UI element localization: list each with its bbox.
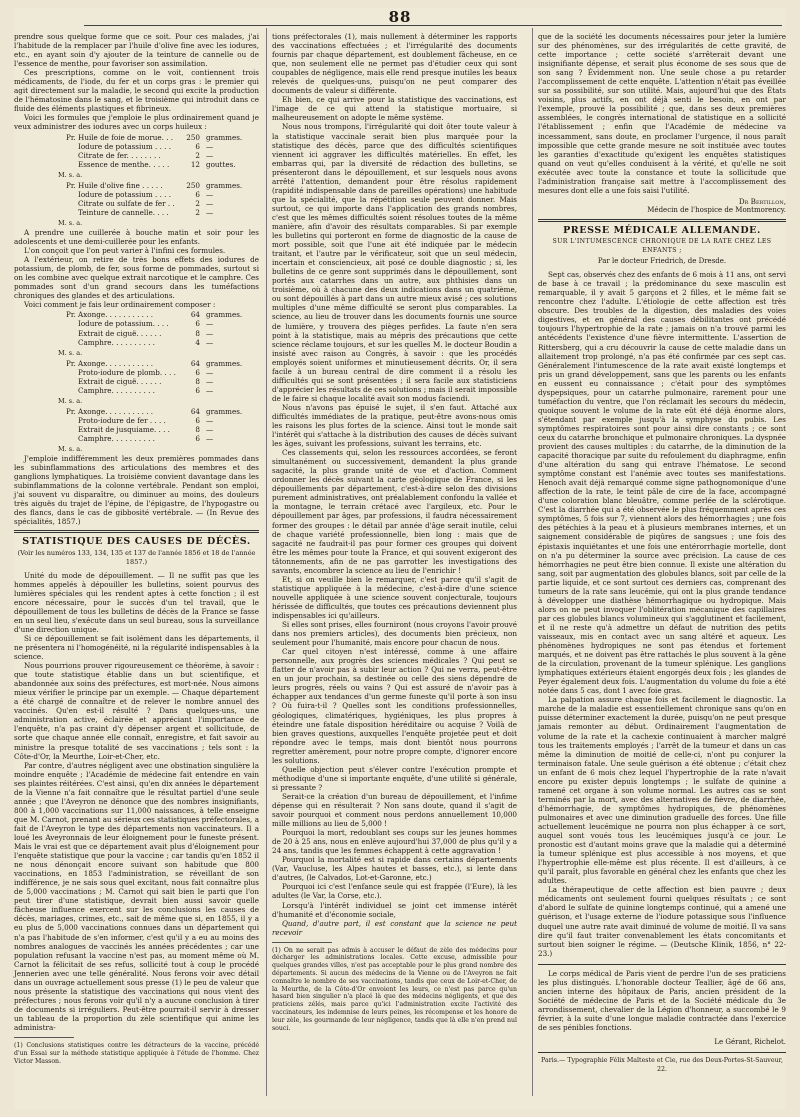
formula-quantity: 6 bbox=[195, 415, 200, 425]
formula-ingredient: Essence de menthe. . . . . bbox=[78, 159, 170, 169]
section-title: STATISTIQUE DES CAUSES DE DÉCÈS. bbox=[22, 536, 251, 548]
formula-row bbox=[14, 425, 259, 434]
formula-ingredient: Proto-iodure de fer . . . . bbox=[78, 415, 166, 425]
formula-row bbox=[14, 434, 259, 443]
paragraph: Lorsqu'à l'intérêt individuel se joint cet immense intérêt d'humanité et d'économie sociale, bbox=[272, 900, 517, 919]
formula-row bbox=[14, 151, 259, 160]
formula-unit: — bbox=[206, 367, 214, 377]
paragraph: A prendre une cuillerée à bouche matin et soir pour les adolescents et une demi-cuillerée pour les enfants. bbox=[14, 227, 259, 247]
paragraph: Serait-ce la création d'un bureau de dépouillement, et l'infime dépense qui en résulterait ? Non sans doute, quand il s'agit de savoir pourquoi et comment nous perdons annuellement 10,000 mille millions au lieu de 5,000 ! bbox=[272, 791, 517, 829]
formula-row bbox=[14, 329, 259, 338]
paragraph: L'on conçoit que l'on peut varier à l'infini ces formules. bbox=[24, 246, 226, 256]
footnote: (1) Conclusions statistiques contre les détracteurs de la vaccine, précédé d'un Essai sur la méthode statistique appliquée à l'étude de l'homme. Chez Victor Masson. bbox=[14, 1042, 259, 1065]
formula-ingredient: Iodure de potassium. . . . bbox=[78, 319, 169, 329]
gerant-signature: Le Gérant, Richelot. bbox=[714, 1038, 786, 1047]
formula-unit: — bbox=[206, 207, 214, 217]
formula-unit: — bbox=[206, 150, 214, 160]
formula-row bbox=[14, 160, 259, 169]
paragraph: Car quel citoyen n'est intéressé, comme à une affaire personnelle, aux progrès des sciences médicales ? Qui peut se flatter de n'avoir pas à subir leur action ? Qui ne verra, peut-être en un jour prochain, sa destinée ou celle des siens dépendre de leurs progrès, réels ou vains ? Qui est assuré de n'avoir pas à échapper aux tendances d'un germe funeste qu'il porte à son insu ? Où fuira-t-il ? Quelles sont les conditions professionnelles, géologiques, climatériques, hygiéniques, les plus propres à éteindre une fatale disposition héréditaire ou acquise ? Voilà de bien graves questions, auxquelles l'enquête projetée peut et doit répondre avec le temps, mais dont bientôt nous pourrons regretter amèrement, pour notre propre compte, d'ignorer encore les solutions. bbox=[272, 647, 517, 765]
formula-row bbox=[14, 142, 259, 151]
paragraph: Nous pourrions prouver rigoureusement ce théorème, à savoir : que toute statistique établie dans un but scientifique, et abandonnée aux soins des préfectures, est mort-née. Nous aimons mieux vérifier le principe par un exemple. — Chaque département a été chargé de connaître et de relever le nombre annuel des vaccinés. Qu'en est-il résulté ? Dans quelques-uns, une administration active, éclairée et appréciant l'importance de l'enquête, n'a pas craint d'y dépenser argent et sollicitude, de sorte que chaque année elle connaît, enregistre, et fait savoir au ministre la presque totalité de ses vaccinations ; tels sont : la Côte-d'Or, la Meurthe, Loir-et-Cher, etc. bbox=[14, 661, 259, 761]
formula-ingredient: Pr. Axonge. . . . . . . . . . . bbox=[66, 310, 154, 320]
formula-unit: — bbox=[206, 319, 214, 329]
formula-unit: grammes. bbox=[206, 310, 243, 320]
formula-ms: M. s. a. bbox=[58, 170, 83, 179]
paragraph: Quand, d'autre part, il est constant que la science ne peut recevoir bbox=[272, 918, 517, 937]
formula-quantity: 250 bbox=[186, 180, 200, 190]
formula-3 bbox=[14, 310, 259, 346]
byline: Par le docteur Friedrich, de Dresde. bbox=[597, 257, 727, 266]
formula-row bbox=[14, 319, 259, 328]
paragraph: Si elles sont prises, elles fourniront (nous croyons l'avoir prouvé dans nos premiers articles), des documents bien précieux, non seulement pour l'humanité, mais encore pour chacun de nous. bbox=[272, 620, 517, 648]
formula-5 bbox=[14, 407, 259, 443]
paragraph: Nous n'avons pas épuisé le sujet, il s'en faut. Attaché aux difficultés immédiates de la pratique, peut-être avons-nous omis les raisons les plus fortes de la science. Ainsi tout le monde sait l'intérêt qui s'attache à la distribution des causes de décès suivant les âges, suivant les professions, suivant les terrains, etc. bbox=[272, 402, 517, 449]
formula-row bbox=[14, 368, 259, 377]
formula-ingredient: Pr. Huile de foie de morue. . . bbox=[66, 132, 174, 142]
column-right bbox=[538, 32, 786, 1074]
paragraph: prendre sous quelque forme que ce soit. Pour ces malades, j'ai l'habitude de la remplacer par l'huile d'olive fine avec les iodures, etc., en ayant soin d'y ajouter de la teinture de cannelle ou de l'essence de menthe, pour favoriser son assimilation. bbox=[14, 32, 259, 69]
formula-row bbox=[14, 181, 259, 190]
formula-ingredient: Teinture de cannelle. . . . bbox=[78, 207, 169, 217]
formula-unit: — bbox=[206, 415, 214, 425]
formula-row bbox=[14, 359, 259, 368]
header-rule bbox=[84, 25, 782, 26]
formula-ingredient: Camphre. . . . . . . . . . bbox=[78, 434, 155, 444]
section-rule bbox=[538, 221, 786, 222]
formula-quantity: 8 bbox=[195, 424, 200, 434]
formula-unit: grammes. bbox=[206, 132, 243, 142]
formula-unit: grammes. bbox=[206, 406, 243, 416]
column-left bbox=[14, 32, 259, 1065]
paragraph: A l'extérieur, on retire de très bons effets des iodures de potassium, de plomb, de fer, sous forme de pommades, surtout si on les combine avec quelque extrait narcotique et le camphre. Ces pommades sont d'un grand secours dans les tuméfactions chroniques des glandes et des articulations. bbox=[14, 255, 259, 301]
formula-unit: — bbox=[206, 189, 214, 199]
paragraph: Pourquoi la mortalité est si rapide dans certains départements (Var, Vaucluse, les Alpes hautes et basses, etc.), si lente dans d'autres, (le Calvados, Lot-et-Garonne, etc.) bbox=[272, 855, 517, 883]
author-signature: Dr Bertillon, bbox=[738, 196, 786, 206]
formula-quantity: 4 bbox=[195, 337, 200, 347]
section-rule bbox=[14, 532, 259, 533]
paragraph: Nous nous trompons, l'irrégularité qui doit ôter toute valeur à la statistique vaccinale serait bien plus marquée pour la statistique des décès, parce que des difficultés scientifiques viennent ici aggraver les difficultés matérielles. En effet, les embarras qui, par la diversité de rédaction des bulletins, se présenteront dans le dépouillement, et sur lesquels nous avons arrêté l'attention, demandent pour être résolus rapidement (rapidité indispensable dans de pareilles opérations) une habitude que la spécialité, que la répétition seule peuvent donner. Mais surtout, ce qui importe dans l'application des grands nombres, c'est que les mêmes difficultés soient résolues toutes de la même manière, afin d'avoir des résultats comparables. Si par exemple les bulletins qui porteront en forme de diagnostic de la cause de mort possible, soit que l'une ait été indiquée par le médecin traitant, et l'autre par le vérificateur, soit que un seul médecin, incertain et consciencieux, ait posé ce double diagnostic ; si, les bulletins de ce genre sont supprimés dans le dépouillement, sont portés aux catarrhes dans un autre, aux phthisies dans un troisième, où à chacune des deux indications dans un quatrième, ou sont dépouillés à part dans un autre mieux avisé ; ces solutions multiples d'une même difficulté se seront plus comparables. La science, au lieu de trouver dans les documents fournis une source de lumière, y trouvera des pièges perfides. La faute n'en sera point à la statistique, mais au mépris des précautions que cette science réclame toujours, et sur les quelles M. le docteur Boudin a insisté avec raison au Congrès, à savoir : que les procédés employés soient uniformes et minutieusement décrits. Or, il sera facile à un bureau central de dire comment il a résolu les difficultés qui se sont présentées ; il sera facile aux statisticiens d'apprécier les résultats de ces solutions ; mais il serait impossible de le faire si chaque localité avait son modus faciendi. bbox=[272, 122, 517, 403]
section-rule bbox=[538, 964, 786, 965]
formula-unit: — bbox=[206, 328, 214, 338]
formula-ingredient: Iodure de potassium . . . . bbox=[78, 141, 172, 151]
formula-ingredient: Extrait de ciguë. . . . . . bbox=[78, 328, 162, 338]
formula-quantity: 250 bbox=[186, 132, 200, 142]
section-rule bbox=[14, 530, 259, 531]
paragraph: La thérapeutique de cette affection est bien pauvre ; deux médicaments ont seulement fourni quelques résultats ; ce sont d'abord le sulfate de quinine longtemps continué, qui a amené une guérison, et l'usage externe de l'iodure potassique sous l'influence duquel une autre rate avait diminué de volume de moitié. Il va sans dire qu'il faut traiter convenablement les états concomitants et surtout bien soigner le régime. — (Deutsche Klinik, 1856, n° 22-23.) bbox=[538, 885, 786, 958]
formula-quantity: 2 bbox=[195, 207, 200, 217]
paragraph: Ces prescriptions, comme on le voit, contiennent trois médicaments, de l'iode, du fer et un corps gras : le premier qui agit directement sur la maladie, le second qui excite la production de l'hématosine dans le sang, et le troisième qui introduit dans ce fluide des éléments plastiques et fibrineux. bbox=[14, 68, 259, 114]
paragraph: tions préfectorales (1), mais nullement à déterminer les rapports des vaccinations effectuées ; et l'irrégularité des documents fournis par chaque département, est doublement fâcheuse, en ce que, non seulement elle ne permet pas d'étudier ceux qui sont coupables de négligence, mais elle rend presque inutiles les beaux relevés de quelques-uns, puisqu'on ne peut comparer des documents de valeur si différente. bbox=[272, 32, 517, 96]
paragraph: Voici les formules que j'emploie le plus ordinairement quand je veux administrer des iodures avec un corps huileux : bbox=[14, 113, 259, 132]
formula-quantity: 8 bbox=[195, 328, 200, 338]
formula-ingredient: Proto-iodure de plomb. . . . bbox=[78, 367, 176, 377]
formula-row bbox=[14, 199, 259, 208]
paragraph: Voici comment je fais leur ordinairement composer : bbox=[24, 300, 216, 310]
paragraph: Quelle objection peut s'élever contre l'exécution prompte et méthodique d'une si importante enquête, d'une utilité si générale, si pressante ? bbox=[272, 764, 517, 792]
formula-1 bbox=[14, 133, 259, 169]
formula-unit: — bbox=[206, 141, 214, 151]
formula-quantity: 6 bbox=[195, 367, 200, 377]
footnote: (1) On ne serait pas admis à accuser le défaut de zèle des médecins pour décharger les administrations locales. Cette excuse, admissible pour quelques grandes villes, n'est pas acceptable pour le plus grand nombre des départements. Si aucun des médecins de la Vienne ou de l'Aveyron ne fait connaître le nombre de ses vaccinations, tandis que ceux de Loir-et-Cher, de la Meurthe, de la Côte-d'Or envoient les leurs, ce n'est pas parce qu'un hasard bien singulier n'a placé là que des médecins négligents, et que des praticiens zélés, mais parce qu'ici l'administration excite l'activité des vaccinateurs, les indemnise de leurs peines, les récompense et les honore de leur zèle, les gourmande de leur négligence, tandis que là elle n'en prend nul souci. bbox=[272, 946, 517, 1032]
paragraph: Eh bien, ce qui arrive pour la statistique des vaccinations, est l'image de ce qui attend la statistique mortuaire, si malheureusement on adopte le même système. bbox=[272, 95, 517, 123]
paragraph: La palpation assure chaque fois et facilement le diagnostic. La marche de la maladie est essentiellement chronique sans qu'on en puisse déterminer exactement la durée, puisqu'on ne peut presque jamais remonter au début. Ordinairement l'augmentation de volume de la rate et la cachexie continuaient à marcher malgré tous les traitements employés ; l'arrêt de la tumeur et dans un cas même la diminution de moitié de celle-ci, n'ont pu conjurer la terminaison fatale. Une seule guérison a été obtenue ; c'était chez un enfant de 6 mois chez lequel l'hypertrophie de la rate n'avait encore pu exister depuis longtemps ; le sulfate de quinine a ramené cet organe à son volume normal. Les autres cas se sont terminés par la mort, avec des alternatives de fièvre, de diarrhée, d'hémorrhagie, de symptômes hydropiques, de phénomènes pulmonaires et avec une diminution graduelle des forces. Une fille actuellement leucémique ne pourra non plus échapper à ce sort, auquel sont voués tous les leucémiques jusqu'à ce jour. Le pronostic est d'autant moins grave que la maladie qui a déterminé la tumeur splénique est plus accessible à nos moyens, et que l'hypertrophie elle-même est plus récente. Il est d'ailleurs, à ce qu'il paraît, plus favorable en général chez les enfants que chez les adultes. bbox=[538, 695, 786, 886]
paragraph: que de la société les documents nécessaires pour jeter la lumière sur des phénomènes, sur des irrégularités de cette gravité, de cette importance ; cette société s'arrêterait devant une insignifiante dépense, et serait plus économe de ses sous que de son sang ? Évidemment non. Une seule chose a pu retarder l'accomplissement de cette enquête. L'attention n'était pas éveillée sur sa possibilité, sur son utilité. Mais, aujourd'hui que des États voisins, plus actifs, en ont déjà senti le besoin, en ont par l'exemple, prouvé la possibilité ; que, dans ses deux premières assemblées, le congrès international de statistique en a sollicité l'établissement ; enfin que l'Académie de médecine va incessamment, sans doute, en proclamer l'urgence, il nous paraît impossible que cette grande mesure ne soit instituée avec toutes les garanties d'exactitude qu'exigent les enquêtes statistiques quand on veut qu'elles conduisent à la vérité, et qu'elle ne soit exécutée avec toute la constance et toute la sollicitude que l'administration française sait mettre à l'accomplissement des mesures dont elle a une fois saisi l'utilité. bbox=[538, 32, 786, 195]
page-number: 88 bbox=[388, 8, 412, 26]
footnote-rule bbox=[272, 942, 332, 943]
formula-row bbox=[14, 208, 259, 217]
formula-quantity: 64 bbox=[190, 310, 200, 320]
paragraph: Et, si on veuille bien le remarquer, c'est parce qu'il s'agit de statistique appliquée à la médecine, c'est-à-dire d'une science nouvelle appliquée à une science souvent conjecturale, toujours hérissée de difficultés, que toutes ces précautions deviennent plus indispensables ici qu'ailleurs. bbox=[272, 574, 517, 620]
formula-quantity: 2 bbox=[195, 198, 200, 208]
section-title: PRESSE MÉDICALE ALLEMANDE. bbox=[563, 224, 761, 236]
formula-ingredient: Camphre. . . . . . . . . . bbox=[78, 385, 155, 395]
formula-quantity: 12 bbox=[190, 159, 200, 169]
formula-unit: grammes. bbox=[206, 358, 243, 368]
footnote-rule bbox=[14, 1037, 74, 1038]
newspaper-page bbox=[14, 8, 786, 1110]
formula-unit: — bbox=[206, 198, 214, 208]
formula-unit: — bbox=[206, 385, 214, 395]
formula-row bbox=[14, 407, 259, 416]
formula-quantity: 6 bbox=[195, 189, 200, 199]
section-rule bbox=[538, 219, 786, 220]
paragraph: Pourquoi ici c'est l'enfance seule qui est frappée (l'Eure), là les adultes (le Var, la Corse, etc.). bbox=[272, 882, 517, 901]
formula-row bbox=[14, 416, 259, 425]
formula-ms: M. s. a. bbox=[58, 218, 83, 227]
paragraph: Par contre, d'autres négligent avec une obstination singulière la moindre enquête ; l'Académie de médecine fait entendre en vain ses plaintes réitérées. C'est ainsi, qu'en dix années le département de la Vienne n'a fait connaître que le résultat partiel d'une seule année ; que l'Aveyron ne dénonce que des nombres insignifiants, 800 à 1,000 vaccinations sur 11,000 naissances, à telle enseigne que M. Carnot, prenant au sérieux ces statistiques préfectorales, a fait de l'Aveyron le type des départements non vaccinateurs. Il a loué les Aveyronnais de leur éloignement pour le funeste présent. Mais le vrai est que ce département avait plus d'éloignement pour l'enquête statistique que pour la vaccine ; car tandis qu'en 1852 il ne nous dénonçait encore suivant son habitude que 800 vaccinations, en 1853 l'administration, se réveillant de son indifférence, je ne sais sous quel excitant, nous fait connaître plus de 5,000 vaccinations ; M. Carnot qui sait bien le parti que l'on peut tirer d'une statistique, devrait bien aussi savoir quelle fâcheuse influence exercent sur les conclusions les causes de décès, mariages, crimes, etc., sait de même que si, en 1855, il y a eu plus de 5,000 vaccinations connues dans un département qui n'a pas l'habitude de s'en informer, c'est qu'il y a eu au moins des nombres analogues de vaccinés les années précédentes ; car une population refusant la vaccine n'est pas, au moment même où M. Carnot la félicitait de ses refus, sollicité tout à coup le procédé Jennerien avec une telle généralité. Nous ferons voir avec détail dans un ouvrage actuellement sous presse (1) le peu de valeur que nous présente la statistique des vaccinations qui nous vient des préfectures ; nous ferons voir qu'il n'y a aucune conclusion à tirer de documents si irréguliers. Peut-être pourrait-il servir à dresser un tableau de la proportion du zèle scientifique qui anime les administra- bbox=[14, 760, 259, 1032]
formula-2 bbox=[14, 181, 259, 217]
formula-unit: grammes. bbox=[206, 180, 243, 190]
paragraph: Le corps médical de Paris vient de perdre l'un de ses praticiens les plus distingués. L'honorable docteur Teallier, âgé de 66 ans, ancien interne des hôpitaux de Paris, ancien président de la Société de médecine de Paris et de la Société médicale du 3e arrondissement, chevalier de la Légion d'honneur, a succombé le 9 février, à la suite d'une longue maladie contractée dans l'exercice de ses pénibles fonctions. bbox=[538, 968, 786, 1032]
paragraph: Sept cas, observés chez des enfants de 6 mois à 11 ans, ont servi de base à ce travail ; la prédominance du sexe masculin est remarquable, il y avait 5 garçons et 2 filles, et le même fait se rencontre chez l'adulte. L'étiologie de cette affection est très obscure. Des troubles de la digestion, des maladies des voies digestives, et en général des causes débilitantes ont précédé toujours l'hypertrophie de la rate ; jamais on n'a trouvé parmi les antécédents l'existence d'une fièvre intermittente. L'assertion de Rittersberg, qui a cru découvrir la cause de cette maladie dans un allaitement trop prolongé, n'a pas été confirmée par ces sept cas. Généralement l'intumescence de la rate avait existé longtemps et pris un grand développement, sans que les parents ou les enfants en eussent eu connaissance ; c'était pour des symptômes dyspepsiques, pour un catarrhe pulmonaire, rarement pour une tuméfaction du ventre, que l'on réclamait les secours du médecin, quoique souvent le volume de la rate eût été déjà énorme alors, s'étendant par exemple jusqu'à la symphyse du pubis. Les symptômes respiratoires sont pour ainsi dire constants ; ce sont ceux du catarrhe bronchique et pulmonaire chroniques. La dyspnée provient des causes multiples : du catarrhe, de la diminution de la capacité thoracique par suite du refoulement du diaphragme, enfin d'une altération du sang qui entrave l'hématose. Le second symptôme constant est l'anémie avec toutes ses manifestations. Henoch avait déjà remarqué comme signe pathognomonique d'une affection de la rate, le teint pâle de cire de la face, accompagné d'une coloration blanc bleuâtre, comme perlée de la sclérotique. C'est la diarrhée qui a été observée le plus fréquemment après ces symptômes, 5 fois sur 7, viennent alors des hémorrhagies ; une fois des pétéchies à la peau et à plusieurs membranes internes, et un saignement considérable de piqûres de sangsues ; une fois des épistaxis inquiétantes et une fois une entérorrhagie mortelle, dont on n'a pu déterminer la source avec précision. La cause de ces hémorrhagies ne peut être bien connue. Il existe une altération du sang, soit par augmentation des globules blancs, soit par celle de la partie liquide, et ce sont surtout ces derniers cas, comprenant des tumeurs de la rate sans leucémie, qui ont la plus grande tendance à développer une diathèse hémorrhagique ou hydropique. Mais alors on ne peut invoquer l'oblitération mécanique des capillaires par ces globules blancs volumineux qui s'agglutinent et facilement, et il ne reste qu'à admettre un défaut de nutrition des petits vaisseaux, mis en contact avec un sang altéré et aqueux. Les phénomènes hydropiques ne sont pas étendus et fortement marqués, et ne doivent pas être rattachés le plus souvent à la gêne de la circulation, provenant de la tumeur splénique. Les ganglions lymphatiques extérieurs étaient engorgés deux fois ; les glandes de Peyer également deux fois. L'augmentation du volume du foie a été notée dans 5 cas, dont 1 avec foie gras. bbox=[538, 270, 786, 696]
paragraph: Ces classements qui, selon les ressources accordées, se feront simultanément ou successivement, demandent la plus grande sagacité, la plus grande unité de vue et d'action. Comment ordonner les décès suivant la carte géologique de France, si les dépouillements par département, c'est-à-dire selon des divisions purement administratives, ont préalablement confondu la vallée et la montagne, le terrain crétacé avec l'argileux, etc. Pour le dépouillement par âges, par professions, il faudra nécessairement former des groupes : le détail par année d'âge serait inutile, celui de chaque variété professionnelle, bien long : mais que de sagacité ne faudrait-il pas pour former ces groupes qui doivent être les mêmes pour toute la France, et qui souvent exigeront des tâtonnements, afin de ne pas garrotter les investigations des savants, encombrer la science au lieu de l'enrichir ! bbox=[272, 448, 517, 575]
imprint-line: Paris.— Typographie Félix Malteste et Cie, rue des Deux-Portes-St-Sauveur, 22. bbox=[538, 1052, 786, 1074]
formula-unit: — bbox=[206, 434, 214, 444]
formula-ingredient: Pr. Axonge. . . . . . . . . . . bbox=[66, 358, 154, 368]
formula-ingredient: Citrate ou sulfate de fer . . bbox=[78, 198, 175, 208]
column-divider bbox=[266, 28, 267, 1096]
formula-4 bbox=[14, 359, 259, 395]
formula-row bbox=[14, 133, 259, 142]
paragraph: Unité du mode de dépouillement. — Il ne suffit pas que les hommes appelés à dépouiller les bulletins, soient pourvus des lumières spéciales qui les rendent aptes à cette fonction ; il est encore nécessaire, pour le succès d'un tel travail, que le dépouillement de tous les bulletins de décès de la France se fasse en un seul lieu, s'exécute dans un seul bureau, sous la surveillance d'une direction unique. bbox=[14, 570, 259, 634]
formula-ingredient: Camphre. . . . . . . . . . bbox=[78, 337, 155, 347]
paragraph: Si ce dépouillement se fait isolément dans les départements, il ne présentera ni l'homogénéité, ni la régularité indispensables à la science. bbox=[14, 633, 259, 662]
formula-quantity: 8 bbox=[195, 376, 200, 386]
formula-row bbox=[14, 310, 259, 319]
formula-ms: M. s. a. bbox=[58, 445, 83, 454]
formula-row bbox=[14, 338, 259, 347]
formula-quantity: 2 bbox=[195, 150, 200, 160]
formula-row bbox=[14, 190, 259, 199]
formula-ingredient: Citrate de fer. . . . . . . . bbox=[78, 150, 161, 160]
formula-quantity: 64 bbox=[190, 358, 200, 368]
formula-unit: — bbox=[206, 376, 214, 386]
column-divider bbox=[532, 28, 533, 1096]
formula-quantity: 64 bbox=[190, 406, 200, 416]
article-title: SUR L'INTUMESCENCE CHRONIQUE DE LA RATE CHEZ LES ENFANTS ; bbox=[552, 237, 772, 255]
formula-unit: gouttes. bbox=[206, 159, 236, 169]
formula-quantity: 6 bbox=[195, 434, 200, 444]
section-subtitle: (Voir les numéros 133, 134, 135 et 137 de l'année 1856 et 18 de l'année 1857.) bbox=[17, 548, 256, 566]
formula-quantity: 6 bbox=[195, 141, 200, 151]
paragraph: Pourquoi la mort, redoublant ses coups sur les jeunes hommes de 20 à 25 ans, nous en enlève aujourd'hui 37,000 de plus qu'il y a 24 ans, tandis que les femmes échappent à cette aggravation ! bbox=[272, 828, 517, 856]
formula-quantity: 6 bbox=[195, 385, 200, 395]
formula-unit: — bbox=[206, 424, 214, 434]
formula-ms: M. s. a. bbox=[58, 396, 83, 405]
formula-ingredient: Iodure de potassium . . . . bbox=[78, 189, 172, 199]
formula-unit: — bbox=[206, 337, 214, 347]
formula-ingredient: Pr. Huile d'olive fine . . . . . bbox=[66, 180, 163, 190]
formula-quantity: 6 bbox=[195, 319, 200, 329]
author-title: Médecin de l'hospice de Montmorency. bbox=[647, 205, 786, 214]
formula-ingredient: Extrait de jusquiame. . . . bbox=[78, 424, 170, 434]
formula-row bbox=[14, 377, 259, 386]
formula-ingredient: Pr. Axonge. . . . . . . . . . . bbox=[66, 406, 154, 416]
paragraph: J'emploie indifféremment les deux premières pommades dans les subinflammations des articulations des membres et des ganglions lymphatiques. La troisième convient davantage dans les subinflammations de la colonne vertébrale. Pendant son emploi, j'ai souvent vu disparaître, ou diminuer au moins, des douleurs très aiguës du trajet de l'épine, de l'épigastre, de l'hypogastre ou des flancs, dans le cas de gibbosité vertébrale. — (In Revue des spécialités, 1857.) bbox=[14, 454, 259, 527]
formula-ingredient: Extrait de ciguë. . . . . . bbox=[78, 376, 162, 386]
formula-ms: M. s. a. bbox=[58, 348, 83, 357]
column-middle bbox=[272, 32, 517, 1032]
formula-row bbox=[14, 386, 259, 395]
